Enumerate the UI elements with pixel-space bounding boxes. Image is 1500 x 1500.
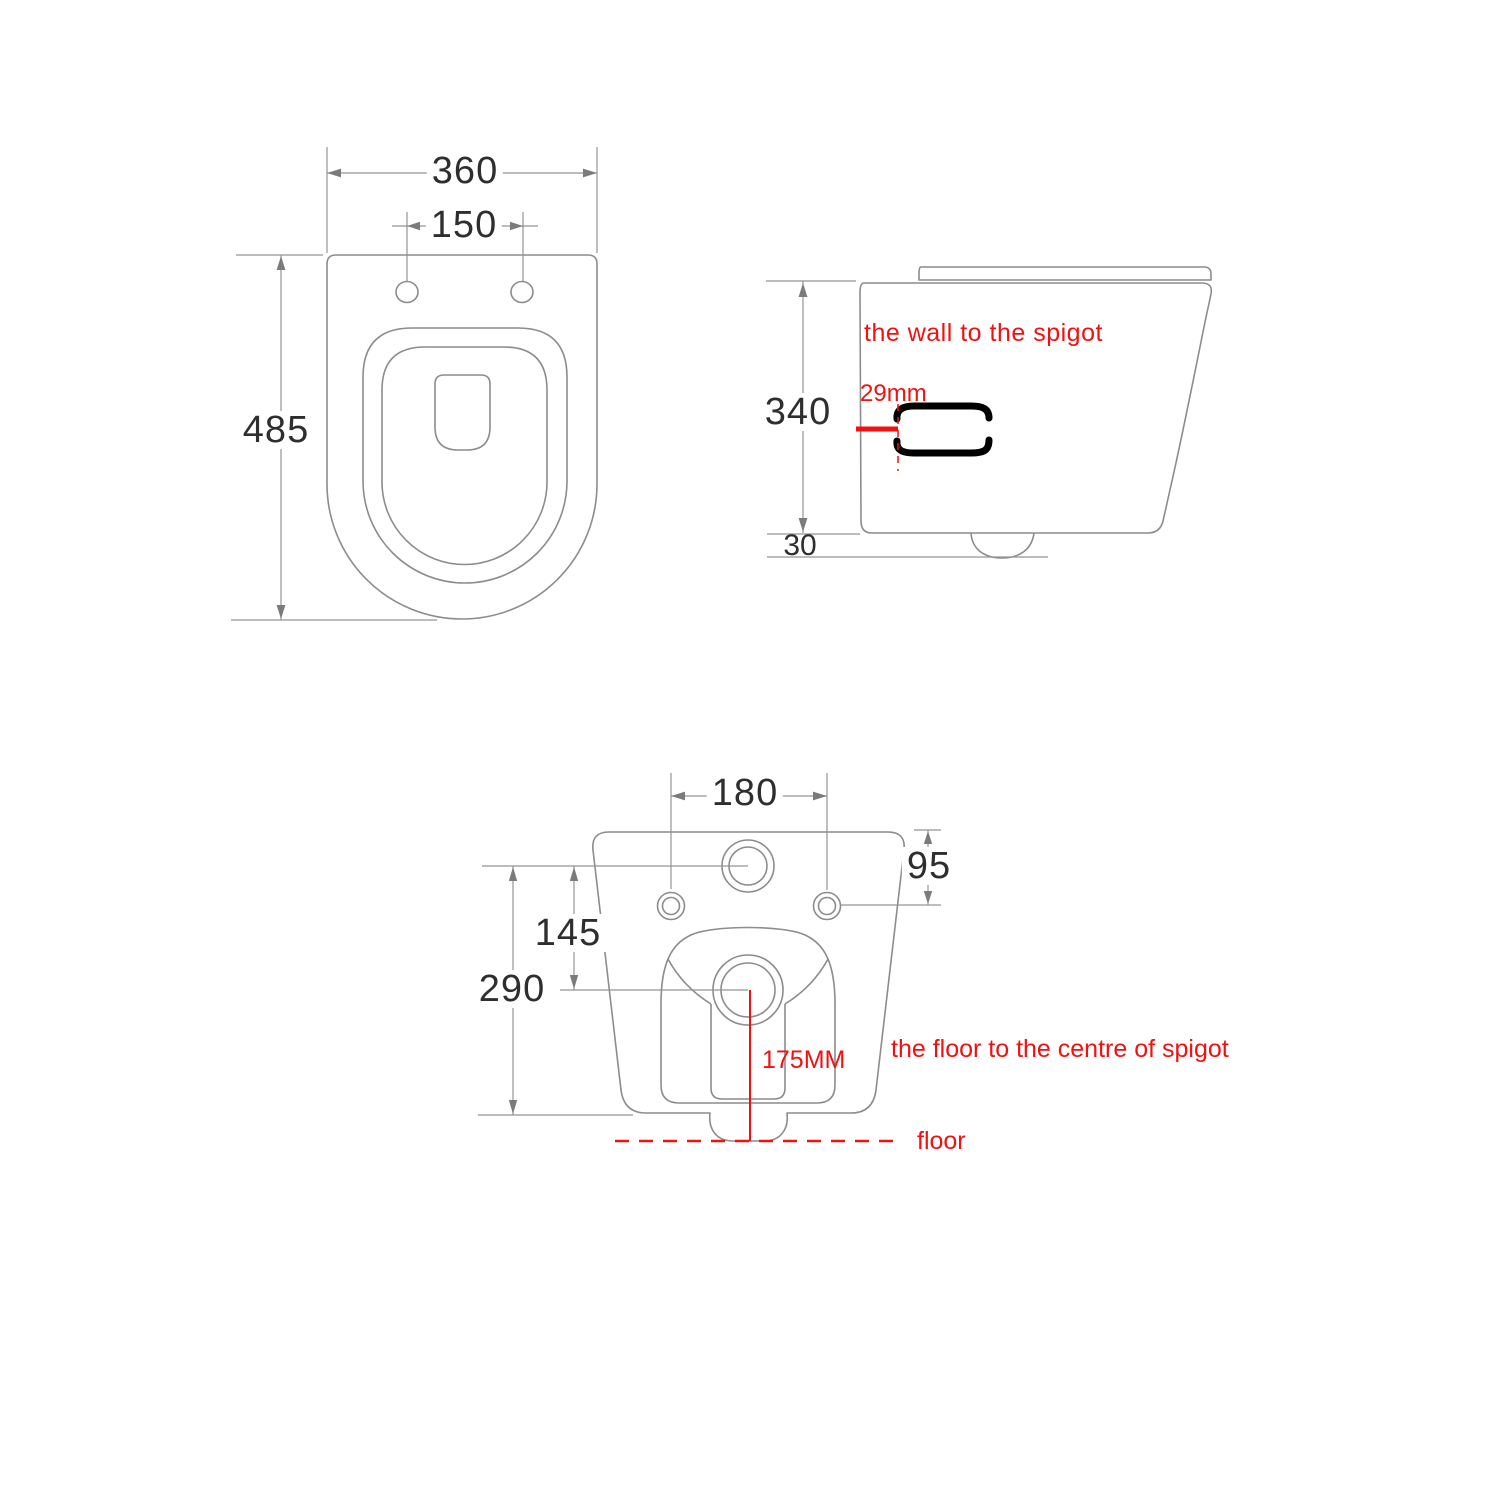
- seat-mount-hole-left: [396, 282, 418, 303]
- note-floor-to-spigot: the floor to the centre of spigot: [891, 1035, 1229, 1063]
- dim-label-height: 340: [760, 393, 836, 431]
- dim-label-top-width: 360: [427, 152, 503, 190]
- dim-label-inlet-to-bottom: 290: [474, 970, 550, 1008]
- seat-outer-ring: [363, 328, 567, 583]
- front-view-red-annotations: [615, 990, 898, 1141]
- wall-hole-right-inner: [819, 898, 836, 915]
- label-floor: floor: [917, 1127, 966, 1155]
- bowl-wing-left: [668, 959, 711, 1004]
- bowl-housing-outline: [661, 928, 835, 1104]
- label-spigot-offset: 29mm: [860, 380, 927, 407]
- wall-hole-left-inner: [663, 898, 680, 915]
- dimension-arrowheads: [277, 169, 933, 1114]
- note-wall-to-spigot: the wall to the spigot: [864, 319, 1103, 347]
- top-view-linework: [327, 255, 597, 619]
- dim-label-bottom-gap: 30: [783, 529, 817, 562]
- seat-mount-hole-right: [511, 282, 533, 303]
- side-view-outlet-bump: [971, 533, 1034, 558]
- dim-label-top-to-holes: 95: [902, 847, 956, 885]
- wall-hole-left-outer: [658, 893, 685, 920]
- seat-inner-ring: [382, 347, 547, 565]
- wall-hole-right-outer: [814, 893, 841, 920]
- label-spigot-height: 175MM: [762, 1046, 846, 1074]
- spigot-bold-symbol: [897, 406, 989, 453]
- dim-label-inlet-to-spigot: 145: [530, 914, 606, 952]
- front-view-linework: [593, 832, 904, 1141]
- top-view-dimension-lines: [231, 147, 597, 620]
- side-view-red-annotations: [856, 404, 898, 471]
- flush-water-inlet-shape: [435, 375, 490, 450]
- seat-lid-profile: [919, 267, 1211, 280]
- side-view-linework: [860, 267, 1211, 558]
- front-view-body-outline: [593, 832, 904, 1141]
- bowl-wing-right: [785, 959, 828, 1004]
- dim-label-wall-hole-span: 180: [707, 774, 783, 812]
- dim-label-seat-hole-spacing: 150: [426, 206, 502, 244]
- dim-label-depth: 485: [238, 411, 314, 449]
